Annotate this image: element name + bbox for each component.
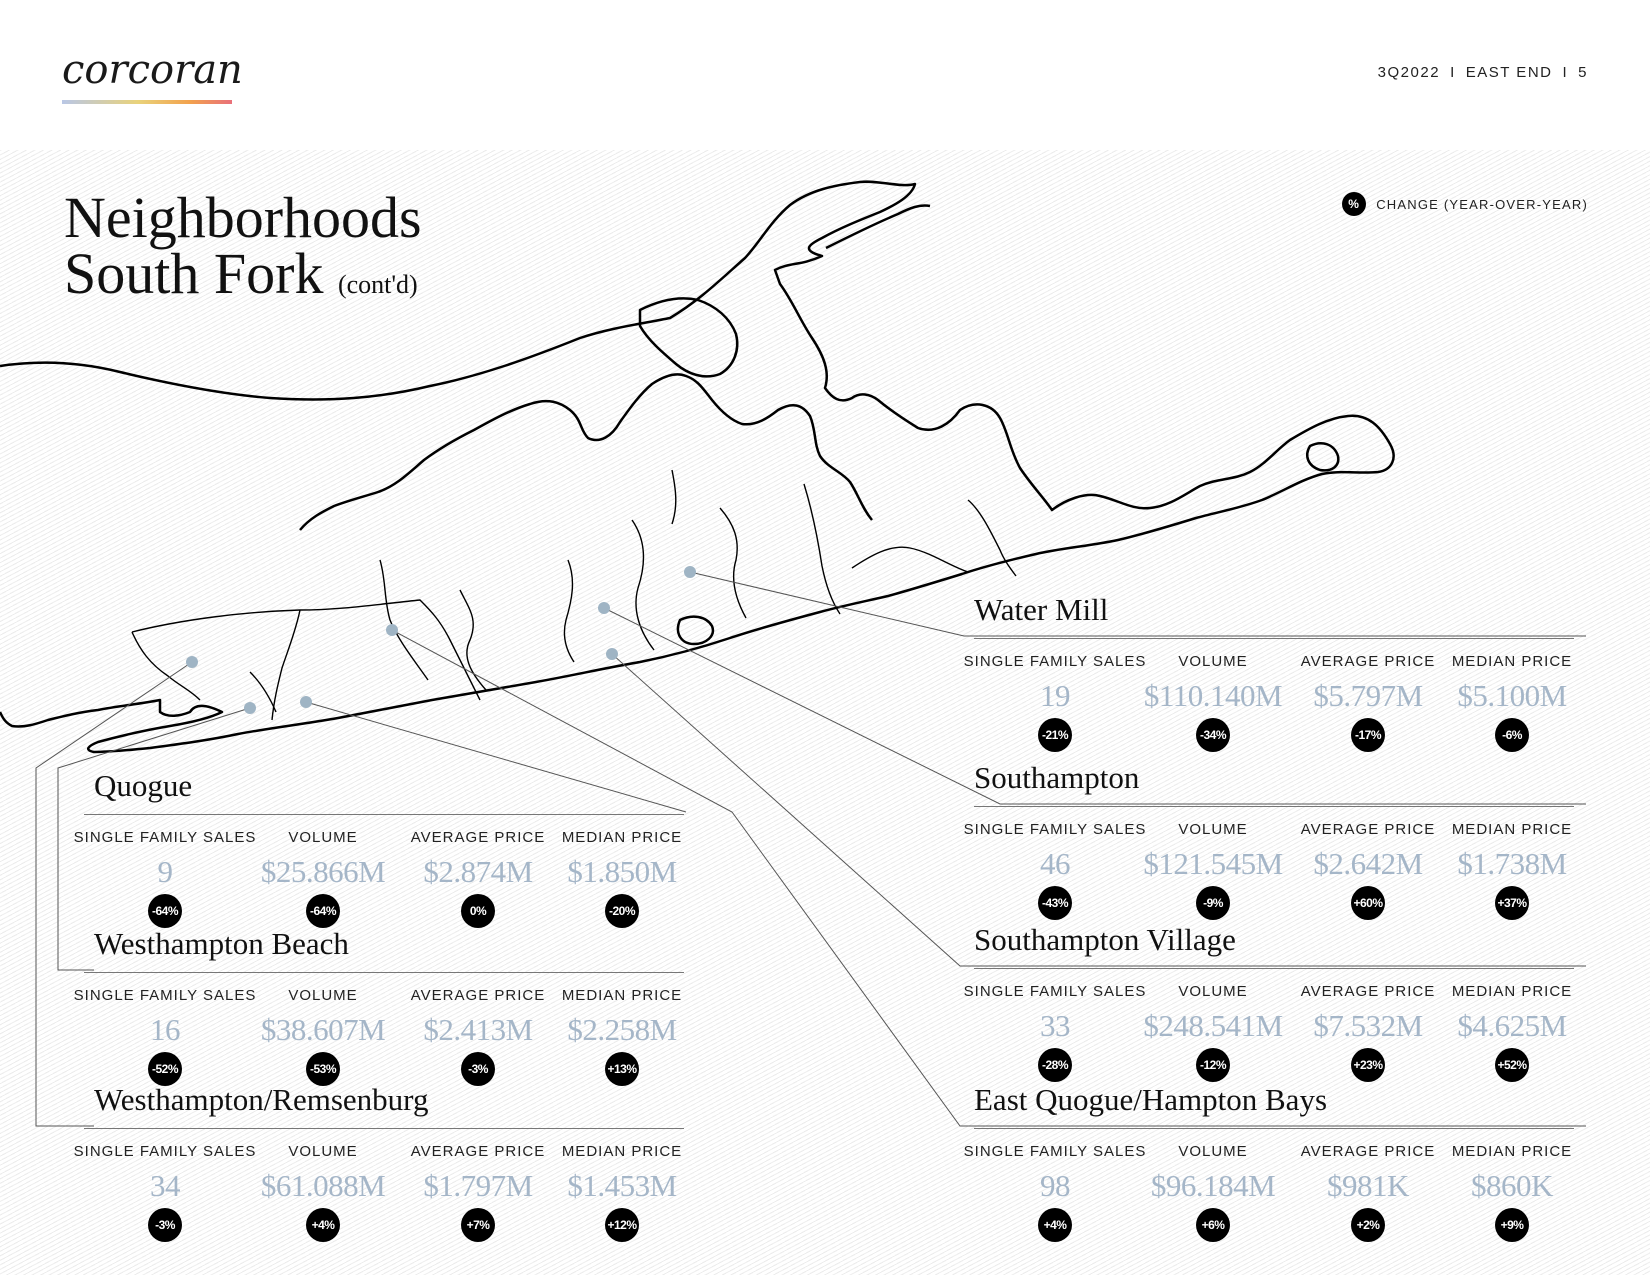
stat-value: $5.797M [1313,678,1423,713]
change-badge: -12% [1196,1048,1230,1082]
stat-label: SINGLE FAMILY SALES [73,829,257,846]
change-badge: +60% [1351,886,1385,920]
stat-value: $38.607M [260,1012,386,1047]
boundary-line [804,484,840,614]
panel-east-quogue-hampton-bays [963,1082,1574,1232]
change-badge: -43% [1038,886,1072,920]
change-badge: +52% [1495,1048,1529,1082]
percent-icon: % [1342,192,1366,216]
meta-separator: I [1450,64,1456,81]
dot-southampton [598,602,610,614]
stat-average-price [1288,1142,1448,1242]
stat-label: VOLUME [1178,821,1248,838]
stat-value: $1.850M [567,854,677,889]
stats-grid [963,652,1576,752]
neighborhood-name: Southampton Village [974,922,1236,957]
boundary-line [852,547,968,572]
peconic-bay-outline [300,374,872,530]
stat-median-price [1448,820,1576,920]
change-badge: 0% [461,894,495,928]
neighborhood-name: East Quogue/Hampton Bays [974,1082,1328,1117]
stat-median-price [1448,982,1576,1082]
stat-value: $2.413M [423,1012,533,1047]
stat-value: 19 [1040,678,1070,713]
stat-label: VOLUME [288,829,358,846]
neighborhood-name: Westhampton Beach [94,926,349,961]
stat-label: AVERAGE PRICE [1300,821,1436,838]
stat-label: MEDIAN PRICE [561,987,683,1004]
boundary-line [672,470,676,524]
stat-label: AVERAGE PRICE [410,1143,546,1160]
stat-value: $25.866M [260,854,386,889]
stat-label: SINGLE FAMILY SALES [963,983,1147,1000]
stat-label: VOLUME [1178,653,1248,670]
stat-label: VOLUME [288,1143,358,1160]
panel-rule [974,968,1574,969]
montauk-lake [1307,443,1338,470]
stat-value: $860K [1471,1168,1553,1203]
change-badge: +4% [1038,1208,1072,1242]
stat-volume [248,1142,398,1242]
change-badge: -52% [148,1052,182,1086]
neighborhood-name: Westhampton/Remsenburg [94,1082,429,1117]
panel-rule [84,1128,684,1129]
change-badge: -64% [306,894,340,928]
stat-label: SINGLE FAMILY SALES [963,1143,1147,1160]
panel-rule [974,638,1574,639]
stat-average-price [1288,982,1448,1082]
stat-label: MEDIAN PRICE [1451,983,1573,1000]
change-badge: +4% [306,1208,340,1242]
stat-label: MEDIAN PRICE [1451,821,1573,838]
stat-value: 34 [150,1168,180,1203]
change-badge: -3% [461,1052,495,1086]
title-suffix: (cont'd) [337,270,418,299]
dot-southampton-village [606,648,618,660]
legend-label: CHANGE (YEAR-OVER-YEAR) [1376,196,1588,212]
stat-label: AVERAGE PRICE [1300,653,1436,670]
stat-sales [73,986,257,1086]
stat-label: AVERAGE PRICE [1300,1143,1436,1160]
stats-grid [963,820,1576,920]
stat-median-price [1448,652,1576,752]
stat-value: 33 [1040,1008,1070,1043]
stat-value: $110.140M [1143,678,1283,713]
stat-label: SINGLE FAMILY SALES [73,1143,257,1160]
change-badge: -53% [306,1052,340,1086]
stat-label: VOLUME [288,987,358,1004]
stat-sales [73,828,257,928]
change-badge: +2% [1351,1208,1385,1242]
stat-median-price [558,986,686,1086]
panel-rule [974,1128,1574,1129]
stat-label: MEDIAN PRICE [561,1143,683,1160]
title-line-2-text: South Fork [64,241,324,306]
stat-value: $1.797M [423,1168,533,1203]
robins-island [678,617,713,644]
change-badge: -17% [1351,718,1385,752]
panel-rule [974,806,1574,807]
neighborhood-name: Southampton [974,760,1140,795]
stat-label: SINGLE FAMILY SALES [963,653,1147,670]
change-badge: +13% [605,1052,639,1086]
boundary-line [132,600,480,700]
panel-rule [84,814,684,815]
panel-westhampton-beach [73,926,684,1076]
dot-westhampton-remsenburg [186,656,198,668]
stat-value: $4.625M [1457,1008,1567,1043]
stat-sales [963,1142,1147,1242]
stat-volume [248,828,398,928]
stat-sales [963,982,1147,1082]
panel-westhampton-remsenburg [73,1082,684,1232]
meta-separator: I [1562,64,1569,81]
stat-value: $1.738M [1457,846,1567,881]
dot-westhampton-beach [244,702,256,714]
panel-southampton [963,760,1574,910]
stat-value: $2.642M [1313,846,1423,881]
stat-label: SINGLE FAMILY SALES [963,821,1147,838]
stat-value: $2.874M [423,854,533,889]
stat-average-price [1288,652,1448,752]
boundary-line [564,560,574,662]
change-badge: -21% [1038,718,1072,752]
page-number: 5 [1578,64,1588,81]
boundary-line [632,520,654,650]
boundary-line [380,560,428,680]
stat-label: AVERAGE PRICE [1300,983,1436,1000]
stat-value: $5.100M [1457,678,1567,713]
change-badge: -28% [1038,1048,1072,1082]
change-badge: +12% [605,1208,639,1242]
change-badge: +9% [1495,1208,1529,1242]
stat-label: MEDIAN PRICE [1451,1143,1573,1160]
panel-water-mill [963,592,1574,742]
stat-label: VOLUME [1178,983,1248,1000]
stat-sales [73,1142,257,1242]
change-badge: -3% [148,1208,182,1242]
stat-median-price [558,828,686,928]
change-badge: +6% [1196,1208,1230,1242]
change-badge: +23% [1351,1048,1385,1082]
neighborhood-dots [186,566,696,714]
stats-grid [963,982,1576,1082]
change-badge: -6% [1495,718,1529,752]
stats-grid [73,1142,686,1242]
change-badge: -20% [605,894,639,928]
panel-southampton-village [963,922,1574,1072]
stat-sales [963,820,1147,920]
stat-volume [248,986,398,1086]
title-line-1: Neighborhoods [64,185,422,250]
report-region: EAST END [1465,64,1553,81]
stat-label: MEDIAN PRICE [561,829,683,846]
boundary-line [460,590,486,690]
stat-average-price [398,1142,558,1242]
stat-average-price [398,828,558,928]
town-boundaries [132,470,1016,720]
stat-label: MEDIAN PRICE [1451,653,1573,670]
stat-volume [1138,820,1288,920]
stat-value: $61.088M [260,1168,386,1203]
stat-volume [1138,652,1288,752]
stat-value: $7.532M [1313,1008,1423,1043]
stat-value: $121.545M [1143,846,1283,881]
stat-median-price [1448,1142,1576,1242]
stat-value: $248.541M [1143,1008,1283,1043]
change-badge: -64% [148,894,182,928]
neighborhood-name: Quogue [94,768,193,803]
change-badge: -34% [1196,718,1230,752]
stat-volume [1138,982,1288,1082]
change-badge: +37% [1495,886,1529,920]
stat-value: $96.184M [1150,1168,1276,1203]
stat-label: SINGLE FAMILY SALES [73,987,257,1004]
change-badge: -9% [1196,886,1230,920]
stat-value: 9 [157,854,173,889]
panel-quogue [73,768,684,918]
stat-average-price [398,986,558,1086]
stat-average-price [1288,820,1448,920]
boundary-line [272,610,300,720]
stat-value: 98 [1040,1168,1070,1203]
stat-median-price [558,1142,686,1242]
stat-value: $2.258M [567,1012,677,1047]
stat-volume [1138,1142,1288,1242]
stats-grid [73,828,686,928]
neighborhood-name: Water Mill [974,592,1109,627]
dot-quogue [300,696,312,708]
stat-value: $1.453M [567,1168,677,1203]
shelter-island [640,298,737,376]
stat-label: VOLUME [1178,1143,1248,1160]
stats-grid [73,986,686,1086]
stat-label: AVERAGE PRICE [410,987,546,1004]
panel-rule [84,972,684,973]
logo-wordmark: corcoran [62,47,243,93]
stat-value: $981K [1327,1168,1409,1203]
dot-east-quogue [386,624,398,636]
boundary-line [720,508,746,618]
stats-grid [963,1142,1576,1242]
stat-label: AVERAGE PRICE [410,829,546,846]
stat-value: 16 [150,1012,180,1047]
change-badge: +7% [461,1208,495,1242]
dot-water-mill [684,566,696,578]
stat-value: 46 [1040,846,1070,881]
report-quarter: 3Q2022 [1377,64,1441,81]
stat-sales [963,652,1147,752]
